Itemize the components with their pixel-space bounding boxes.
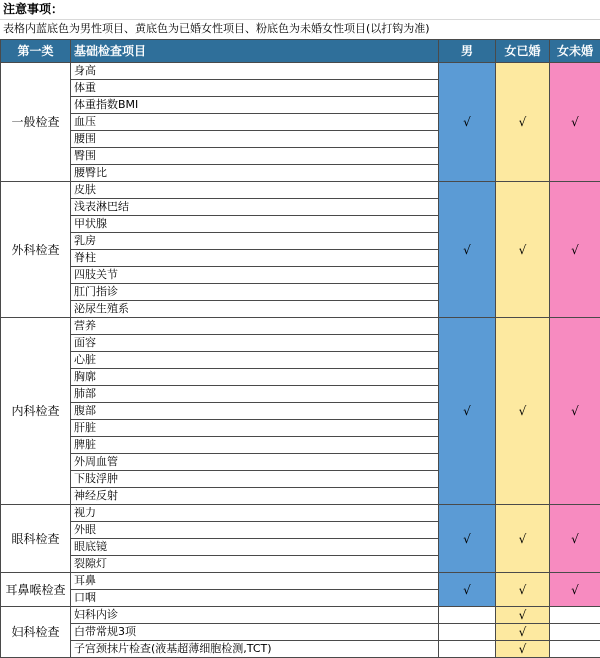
item-cell: 脾脏 <box>71 437 439 454</box>
exam-table <box>0 39 600 658</box>
item-cell: 营养 <box>71 318 439 335</box>
single-female-mark: √ <box>550 63 600 182</box>
table-row <box>1 624 600 641</box>
married-female-mark: √ <box>496 573 550 607</box>
single-female-mark <box>550 607 600 624</box>
male-mark: √ <box>439 505 496 573</box>
item-cell: 肺部 <box>71 386 439 403</box>
male-mark: √ <box>439 573 496 607</box>
item-cell: 腰围 <box>71 131 439 148</box>
item-cell: 血压 <box>71 114 439 131</box>
male-mark <box>439 607 496 624</box>
item-cell: 心脏 <box>71 352 439 369</box>
item-cell: 子宫颈抹片检查(液基超薄细胞检测,TCT) <box>71 641 439 658</box>
category-cell: 耳鼻喉检查 <box>1 573 71 607</box>
item-cell: 浅表淋巴结 <box>71 199 439 216</box>
category-cell: 内科检查 <box>1 318 71 505</box>
category-cell: 外科检查 <box>1 182 71 318</box>
married-female-mark: √ <box>496 624 550 641</box>
item-cell: 眼底镜 <box>71 539 439 556</box>
item-cell: 胸廓 <box>71 369 439 386</box>
married-female-mark: √ <box>496 505 550 573</box>
item-cell: 体重 <box>71 80 439 97</box>
item-cell: 外眼 <box>71 522 439 539</box>
item-cell: 视力 <box>71 505 439 522</box>
male-mark: √ <box>439 182 496 318</box>
table-row <box>1 182 600 199</box>
notice-title: 注意事项： <box>0 0 600 18</box>
table-row <box>1 607 600 624</box>
category-cell: 妇科检查 <box>1 607 71 658</box>
item-cell: 乳房 <box>71 233 439 250</box>
item-cell: 体重指数BMI <box>71 97 439 114</box>
married-female-mark: √ <box>496 182 550 318</box>
item-cell: 四肢关节 <box>71 267 439 284</box>
item-cell: 妇科内诊 <box>71 607 439 624</box>
married-female-mark: √ <box>496 318 550 505</box>
notice-text: 表格内蓝底色为男性项目、黄底色为已婚女性项目、粉底色为未婚女性项目(以打钩为准) <box>0 19 600 37</box>
male-mark: √ <box>439 63 496 182</box>
item-cell: 白带常规3项 <box>71 624 439 641</box>
item-cell: 口咽 <box>71 590 439 607</box>
single-female-mark: √ <box>550 573 600 607</box>
category-cell: 一般检查 <box>1 63 71 182</box>
table-header-row <box>1 40 600 63</box>
single-female-mark <box>550 624 600 641</box>
married-female-mark: √ <box>496 641 550 658</box>
male-mark: √ <box>439 318 496 505</box>
item-cell: 腹部 <box>71 403 439 420</box>
table-row <box>1 63 600 80</box>
item-cell: 臀围 <box>71 148 439 165</box>
item-cell: 腰臀比 <box>71 165 439 182</box>
item-cell: 脊柱 <box>71 250 439 267</box>
item-cell: 面容 <box>71 335 439 352</box>
table-row <box>1 573 600 590</box>
table-row <box>1 505 600 522</box>
header-male: 男 <box>439 40 496 63</box>
item-cell: 外周血管 <box>71 454 439 471</box>
table-body <box>1 63 600 658</box>
item-cell: 甲状腺 <box>71 216 439 233</box>
single-female-mark: √ <box>550 182 600 318</box>
single-female-mark: √ <box>550 318 600 505</box>
item-cell: 裂隙灯 <box>71 556 439 573</box>
item-cell: 肛门指诊 <box>71 284 439 301</box>
header-single-female: 女未婚 <box>550 40 600 63</box>
single-female-mark: √ <box>550 505 600 573</box>
married-female-mark: √ <box>496 607 550 624</box>
header-married-female: 女已婚 <box>496 40 550 63</box>
header-item: 基础检查项目 <box>71 40 439 63</box>
item-cell: 皮肤 <box>71 182 439 199</box>
male-mark <box>439 624 496 641</box>
item-cell: 神经反射 <box>71 488 439 505</box>
item-cell: 泌尿生殖系 <box>71 301 439 318</box>
header-category: 第一类 <box>1 40 71 63</box>
married-female-mark: √ <box>496 63 550 182</box>
category-cell: 眼科检查 <box>1 505 71 573</box>
table-row <box>1 318 600 335</box>
item-cell: 下肢浮肿 <box>71 471 439 488</box>
item-cell: 肝脏 <box>71 420 439 437</box>
item-cell: 耳鼻 <box>71 573 439 590</box>
item-cell: 身高 <box>71 63 439 80</box>
